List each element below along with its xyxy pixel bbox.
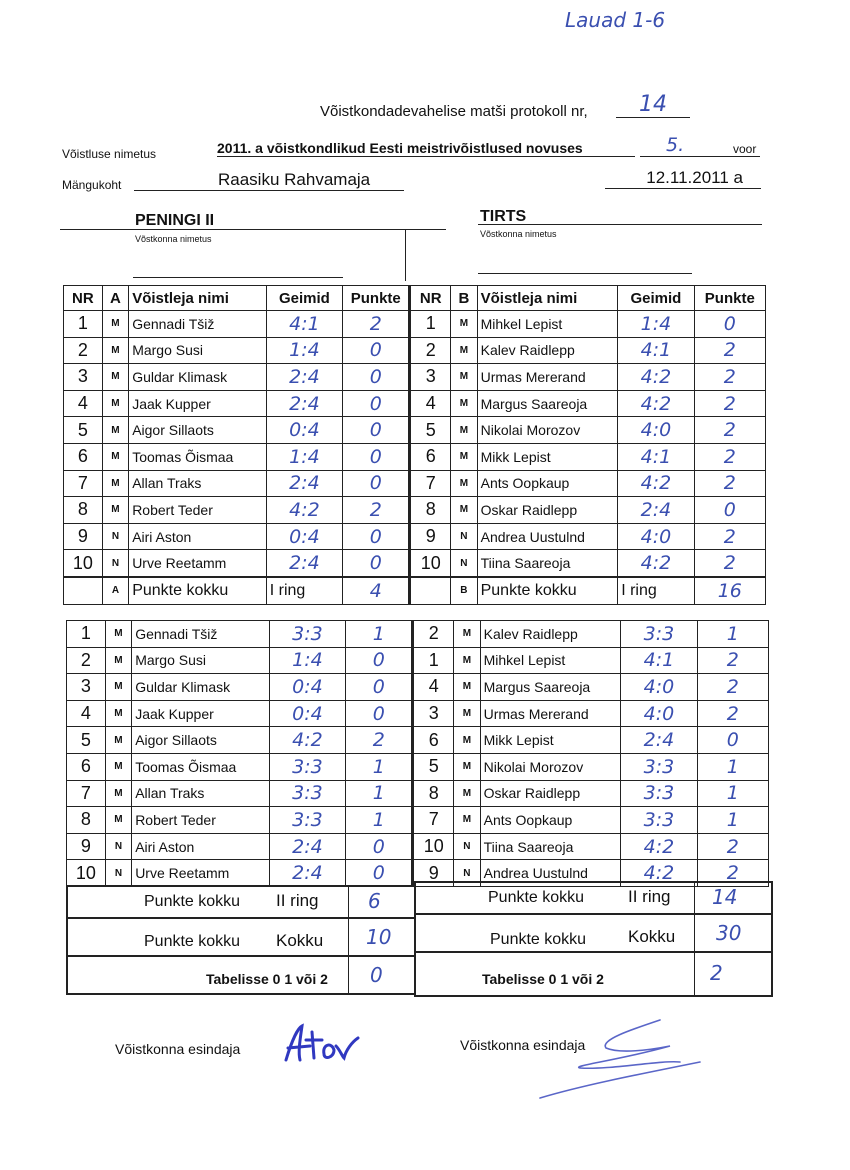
player-b-group: M: [451, 497, 477, 524]
player-a-group: M: [105, 674, 131, 701]
player-b-group: N: [451, 550, 477, 577]
table-row: [64, 311, 766, 338]
venue-label: Mängukoht: [62, 178, 122, 192]
summary-a-ring2-label: Punkte kokku: [144, 893, 241, 910]
player-a-games: 0:4: [266, 417, 342, 444]
player-b-name: Nikolai Morozov: [480, 753, 621, 780]
player-b-games: 4:2: [618, 364, 694, 391]
player-b-name: Mikk Lepist: [477, 443, 618, 470]
player-b-name: Margus Saareoja: [477, 390, 618, 417]
player-b-name: Nikolai Morozov: [477, 417, 618, 444]
summary-b-total-label: Punkte kokku: [490, 931, 587, 948]
player-a-group: M: [102, 337, 128, 364]
team-b-subtitle: Võstkonna nimetus: [480, 229, 557, 239]
player-b-group: N: [451, 523, 477, 550]
player-b-nr: 5: [410, 417, 451, 444]
player-a-nr: 1: [64, 311, 103, 338]
player-a-games: 3:3: [269, 753, 345, 780]
table-row: [64, 337, 766, 364]
player-b-nr: 4: [410, 390, 451, 417]
player-a-games: 2:4: [266, 550, 342, 577]
protocol-number: 14: [616, 92, 690, 118]
player-a-name: Toomas Õismaa: [132, 753, 270, 780]
representative-a-label: Võistkonna esindaja: [115, 1041, 241, 1057]
player-a-points: 0: [343, 550, 410, 577]
table-row: [67, 621, 769, 648]
player-b-name: Urmas Mererand: [480, 700, 621, 727]
table-row: [67, 780, 769, 807]
team-a-subtitle: Võstkonna nimetus: [135, 234, 212, 244]
player-a-points: 0: [343, 337, 410, 364]
player-a-points: 0: [343, 417, 410, 444]
player-a-name: Gennadi Tšiž: [132, 621, 270, 648]
player-a-name: Robert Teder: [132, 807, 270, 834]
player-a-nr: 3: [64, 364, 103, 391]
player-a-nr: 2: [64, 337, 103, 364]
player-b-points: 1: [697, 780, 768, 807]
player-b-group: M: [451, 364, 477, 391]
player-a-nr: 5: [64, 417, 103, 444]
player-b-nr: 3: [410, 364, 451, 391]
player-a-points: 0: [343, 443, 410, 470]
player-b-group: M: [451, 417, 477, 444]
player-b-points: 0: [694, 311, 765, 338]
player-b-group: M: [451, 390, 477, 417]
player-a-name: Urve Reetamm: [132, 860, 270, 887]
player-a-group: N: [105, 833, 131, 860]
player-a-group: M: [102, 497, 128, 524]
player-b-points: 0: [697, 727, 768, 754]
player-b-group: M: [454, 727, 480, 754]
summary-b-total-points: 30: [716, 921, 742, 945]
player-b-name: Andrea Uustulnd: [477, 523, 618, 550]
summary-a-table-points: 0: [370, 963, 383, 987]
player-b-nr: 7: [413, 807, 454, 834]
player-a-games: 4:2: [266, 497, 342, 524]
player-b-points: 2: [694, 364, 765, 391]
player-a-name: Gennadi Tšiž: [129, 311, 267, 338]
summary-a-ring2: II ring: [276, 891, 319, 910]
player-b-games: 4:2: [618, 550, 694, 577]
player-a-games: 0:4: [266, 523, 342, 550]
player-a-name: Aigor Sillaots: [129, 417, 267, 444]
player-a-points: 2: [343, 311, 410, 338]
totals-b-label: Punkte kokku: [477, 577, 618, 604]
totals-b-ring: I ring: [618, 577, 694, 604]
protocol-label: Võistkondadevahelise matši protokoll nr,: [320, 103, 588, 120]
header-nr-a: NR: [64, 286, 103, 311]
player-b-games: 3:3: [621, 780, 697, 807]
player-a-points: 2: [346, 727, 413, 754]
player-b-points: 2: [694, 550, 765, 577]
player-a-nr: 10: [64, 550, 103, 577]
player-a-group: M: [102, 311, 128, 338]
table-row: [67, 833, 769, 860]
table-row: [64, 497, 766, 524]
player-b-name: Andrea Uustulnd: [480, 860, 621, 887]
player-b-points: 2: [697, 860, 768, 887]
player-b-name: Urmas Mererand: [477, 364, 618, 391]
competition-name: 2011. a võistkondlikud Eesti meistrivõistlused novuses: [217, 140, 635, 157]
totals-a-blank: [64, 577, 103, 604]
player-a-nr: 4: [64, 390, 103, 417]
player-b-nr: 2: [413, 621, 454, 648]
summary-b: [414, 881, 773, 997]
player-a-name: Jaak Kupper: [132, 700, 270, 727]
player-a-group: N: [102, 523, 128, 550]
player-b-games: 4:0: [621, 700, 697, 727]
player-a-nr: 3: [67, 674, 106, 701]
player-b-nr: 10: [410, 550, 451, 577]
player-a-nr: 1: [67, 621, 106, 648]
player-a-games: 1:4: [266, 337, 342, 364]
player-a-games: 2:4: [269, 833, 345, 860]
player-a-games: 3:3: [269, 780, 345, 807]
player-a-name: Guldar Klimask: [132, 674, 270, 701]
player-b-points: 2: [694, 417, 765, 444]
player-b-name: Ants Oopkaup: [477, 470, 618, 497]
table-row: [67, 727, 769, 754]
player-a-name: Margo Susi: [132, 647, 270, 674]
player-b-group: M: [451, 443, 477, 470]
player-b-games: 4:2: [618, 470, 694, 497]
player-a-nr: 7: [67, 780, 106, 807]
player-b-name: Tiina Saareoja: [480, 833, 621, 860]
player-a-name: Guldar Klimask: [129, 364, 267, 391]
player-a-games: 1:4: [266, 443, 342, 470]
player-a-points: 0: [346, 860, 413, 887]
player-b-name: Oskar Raidlepp: [480, 780, 621, 807]
player-b-group: M: [454, 700, 480, 727]
player-a-points: 0: [346, 700, 413, 727]
table-row: [67, 674, 769, 701]
player-b-name: Oskar Raidlepp: [477, 497, 618, 524]
table-row: [64, 523, 766, 550]
round2-table: [66, 620, 769, 887]
competition-label: Võistluse nimetus: [62, 147, 157, 161]
player-b-name: Kalev Raidlepp: [477, 337, 618, 364]
summary-b-table-points: 2: [710, 961, 723, 985]
player-b-group: M: [451, 337, 477, 364]
player-a-name: Margo Susi: [129, 337, 267, 364]
summary-b-ring2: II ring: [628, 887, 671, 906]
header-a: A: [102, 286, 128, 311]
player-a-games: 3:3: [269, 621, 345, 648]
player-a-group: M: [105, 753, 131, 780]
top-note: Lauad 1-6: [565, 8, 666, 32]
player-a-nr: 8: [67, 807, 106, 834]
totals-a-letter: A: [102, 577, 128, 604]
player-b-name: Margus Saareoja: [480, 674, 621, 701]
totals-a-label: Punkte kokku: [129, 577, 267, 604]
table-row: [64, 550, 766, 577]
player-b-name: Tiina Saareoja: [477, 550, 618, 577]
venue-name: Raasiku Rahvamaja: [134, 170, 404, 191]
player-a-games: 0:4: [269, 674, 345, 701]
totals-b-blank: [410, 577, 451, 604]
totals-b-points: 16: [694, 577, 765, 604]
header-games-b: Geimid: [618, 286, 694, 311]
player-b-games: 4:0: [618, 417, 694, 444]
player-a-games: 3:3: [269, 807, 345, 834]
player-b-name: Mihkel Lepist: [477, 311, 618, 338]
player-b-points: 2: [697, 674, 768, 701]
summary-a-table-label: Tabelisse 0 1 või 2: [206, 971, 328, 987]
summary-a-total-points: 10: [366, 925, 392, 949]
player-b-points: 2: [697, 700, 768, 727]
player-a-nr: 2: [67, 647, 106, 674]
player-a-points: 0: [346, 674, 413, 701]
player-a-group: M: [105, 700, 131, 727]
header-nr-b: NR: [410, 286, 451, 311]
table-row: [64, 443, 766, 470]
player-a-group: M: [102, 443, 128, 470]
player-a-group: N: [105, 860, 131, 887]
player-b-nr: 4: [413, 674, 454, 701]
player-b-points: 1: [697, 753, 768, 780]
player-a-games: 2:4: [266, 470, 342, 497]
player-a-points: 0: [343, 364, 410, 391]
totals-a-ring: I ring: [266, 577, 342, 604]
player-a-nr: 9: [67, 833, 106, 860]
player-a-games: 2:4: [269, 860, 345, 887]
table-row: [64, 417, 766, 444]
player-b-nr: 9: [413, 860, 454, 887]
header-player-a: Võistleja nimi: [129, 286, 267, 311]
player-b-games: 2:4: [618, 497, 694, 524]
player-a-group: M: [102, 417, 128, 444]
player-b-group: M: [454, 621, 480, 648]
player-a-group: M: [105, 807, 131, 834]
match-date: 12.11.2011 a: [605, 168, 761, 189]
player-b-games: 4:0: [621, 674, 697, 701]
player-a-nr: 6: [67, 753, 106, 780]
player-b-nr: 2: [410, 337, 451, 364]
signature-a: [278, 1020, 370, 1068]
summary-b-table-label: Tabelisse 0 1 või 2: [482, 971, 604, 987]
player-b-games: 3:3: [621, 753, 697, 780]
player-b-nr: 6: [413, 727, 454, 754]
player-b-group: M: [454, 807, 480, 834]
player-b-nr: 8: [413, 780, 454, 807]
player-a-games: 1:4: [269, 647, 345, 674]
player-a-points: 1: [346, 807, 413, 834]
summary-a-ring2-points: 6: [368, 889, 381, 913]
player-b-group: M: [454, 647, 480, 674]
player-b-games: 4:1: [618, 443, 694, 470]
player-b-games: 3:3: [621, 621, 697, 648]
player-b-name: Mihkel Lepist: [480, 647, 621, 674]
player-a-points: 0: [343, 523, 410, 550]
player-b-points: 2: [694, 523, 765, 550]
player-b-group: M: [454, 780, 480, 807]
player-a-group: M: [105, 647, 131, 674]
summary-b-ring2-points: 14: [712, 885, 738, 909]
table-row: [67, 647, 769, 674]
player-a-nr: 7: [64, 470, 103, 497]
player-a-games: 4:1: [266, 311, 342, 338]
player-a-name: Airi Aston: [129, 523, 267, 550]
player-a-name: Robert Teder: [129, 497, 267, 524]
player-b-points: 2: [697, 833, 768, 860]
summary-a-total-label: Punkte kokku: [144, 933, 241, 950]
player-b-points: 2: [694, 443, 765, 470]
team-b-name: TIRTS: [480, 208, 527, 225]
player-b-games: 2:4: [621, 727, 697, 754]
player-a-nr: 6: [64, 443, 103, 470]
round-number: 5.: [640, 134, 760, 157]
player-b-points: 1: [697, 621, 768, 648]
table-row: [67, 700, 769, 727]
round-label: voor: [733, 142, 757, 156]
player-a-name: Airi Aston: [132, 833, 270, 860]
player-a-name: Jaak Kupper: [129, 390, 267, 417]
player-b-points: 0: [694, 497, 765, 524]
header-player-b: Võistleja nimi: [477, 286, 618, 311]
player-a-name: Allan Traks: [129, 470, 267, 497]
signature-b: [510, 1010, 710, 1106]
player-a-group: M: [102, 364, 128, 391]
player-b-points: 2: [694, 390, 765, 417]
player-a-group: M: [102, 470, 128, 497]
header-games-a: Geimid: [266, 286, 342, 311]
player-b-games: 4:0: [618, 523, 694, 550]
team-a-name: PENINGI II: [135, 212, 215, 229]
table-row: [64, 390, 766, 417]
player-b-nr: 5: [413, 753, 454, 780]
player-b-nr: 9: [410, 523, 451, 550]
player-a-nr: 9: [64, 523, 103, 550]
player-b-games: 4:2: [621, 860, 697, 887]
player-b-group: M: [451, 470, 477, 497]
table-row: [64, 470, 766, 497]
player-a-group: N: [102, 550, 128, 577]
round1-table: [63, 285, 766, 605]
header-points-a: Punkte: [343, 286, 410, 311]
player-b-games: 4:2: [621, 833, 697, 860]
player-a-points: 0: [346, 833, 413, 860]
player-b-nr: 6: [410, 443, 451, 470]
player-a-points: 2: [343, 497, 410, 524]
player-b-games: 1:4: [618, 311, 694, 338]
player-a-group: M: [105, 727, 131, 754]
player-a-points: 1: [346, 621, 413, 648]
summary-a: [66, 885, 416, 995]
player-a-nr: 8: [64, 497, 103, 524]
header-b: B: [451, 286, 477, 311]
player-b-name: Ants Oopkaup: [480, 807, 621, 834]
totals-row: [64, 577, 766, 604]
player-a-games: 2:4: [266, 390, 342, 417]
player-a-name: Urve Reetamm: [129, 550, 267, 577]
player-b-nr: 3: [413, 700, 454, 727]
player-b-points: 1: [697, 807, 768, 834]
player-a-name: Aigor Sillaots: [132, 727, 270, 754]
table-row: [67, 807, 769, 834]
player-b-group: N: [454, 833, 480, 860]
totals-a-points: 4: [343, 577, 410, 604]
player-b-points: 2: [694, 337, 765, 364]
player-a-nr: 4: [67, 700, 106, 727]
player-b-games: 4:1: [621, 647, 697, 674]
player-b-group: N: [454, 860, 480, 887]
player-a-nr: 10: [67, 860, 106, 887]
player-a-group: M: [102, 390, 128, 417]
table-row: [64, 364, 766, 391]
player-b-nr: 1: [410, 311, 451, 338]
totals-b-letter: B: [451, 577, 477, 604]
player-b-nr: 8: [410, 497, 451, 524]
player-b-nr: 10: [413, 833, 454, 860]
player-b-points: 2: [694, 470, 765, 497]
player-b-points: 2: [697, 647, 768, 674]
player-a-points: 0: [343, 390, 410, 417]
player-b-nr: 1: [413, 647, 454, 674]
player-a-points: 0: [346, 647, 413, 674]
header-points-b: Punkte: [694, 286, 765, 311]
player-b-name: Mikk Lepist: [480, 727, 621, 754]
player-b-group: M: [454, 753, 480, 780]
player-b-games: 3:3: [621, 807, 697, 834]
summary-b-ring2-label: Punkte kokku: [488, 889, 585, 906]
player-a-group: M: [105, 621, 131, 648]
summary-b-total: Kokku: [628, 927, 676, 946]
table-row: [67, 753, 769, 780]
summary-a-total: Kokku: [276, 931, 324, 950]
player-b-games: 4:1: [618, 337, 694, 364]
player-b-games: 4:2: [618, 390, 694, 417]
player-b-group: M: [451, 311, 477, 338]
player-a-games: 2:4: [266, 364, 342, 391]
player-a-points: 1: [346, 780, 413, 807]
player-a-games: 4:2: [269, 727, 345, 754]
player-a-games: 0:4: [269, 700, 345, 727]
representative-b-label: Võistkonna esindaja: [460, 1037, 586, 1053]
player-a-points: 1: [346, 753, 413, 780]
player-b-name: Kalev Raidlepp: [480, 621, 621, 648]
player-a-points: 0: [343, 470, 410, 497]
player-a-name: Allan Traks: [132, 780, 270, 807]
player-b-group: M: [454, 674, 480, 701]
player-a-name: Toomas Õismaa: [129, 443, 267, 470]
player-b-nr: 7: [410, 470, 451, 497]
player-a-nr: 5: [67, 727, 106, 754]
player-a-group: M: [105, 780, 131, 807]
